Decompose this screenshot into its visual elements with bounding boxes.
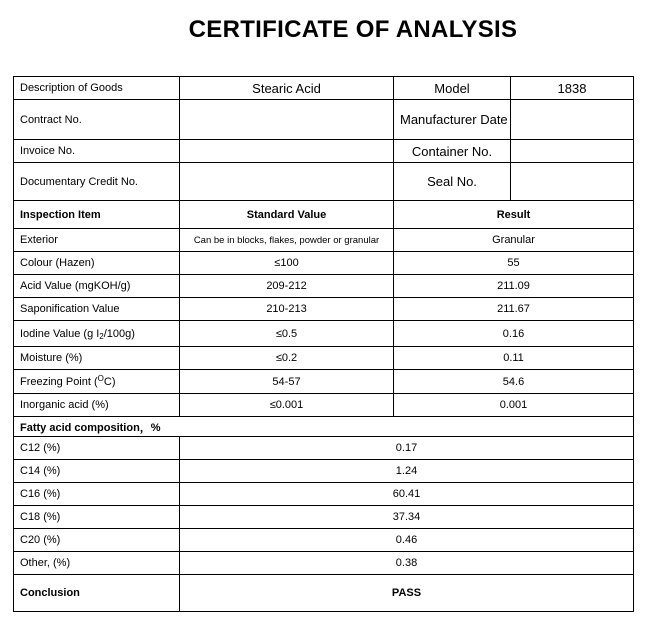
column-header-row <box>14 201 634 229</box>
document-title: CERTIFICATE OF ANALYSIS <box>188 16 518 43</box>
fatty-acid-name: Other, (%) <box>14 552 180 575</box>
contract-value <box>180 100 394 140</box>
model-value: 1838 <box>511 77 634 100</box>
credit-label: Documentary Credit No. <box>14 163 180 201</box>
fatty-acid-value: 0.46 <box>180 529 634 552</box>
item-standard: ≤0.2 <box>180 347 394 370</box>
item-name-text: Iodine Value (g I <box>20 327 100 340</box>
item-name-subscript: 2 <box>99 331 104 341</box>
item-result: Granular <box>394 229 634 252</box>
description-label: Description of Goods <box>14 77 180 100</box>
conclusion-label: Conclusion <box>14 575 180 612</box>
conclusion-row <box>14 575 634 612</box>
invoice-value <box>180 140 394 163</box>
item-result: 0.16 <box>394 321 634 347</box>
fatty-acid-value: 0.17 <box>180 437 634 460</box>
fatty-acid-row <box>14 552 634 575</box>
seal-label: Seal No. <box>394 163 511 201</box>
item-row-iodine <box>14 321 634 347</box>
item-standard: 209-212 <box>180 275 394 298</box>
column-header-standard: Standard Value <box>180 201 394 229</box>
conclusion-value: PASS <box>180 575 634 612</box>
item-row-acid-value <box>14 275 634 298</box>
item-row-freezing-point <box>14 370 634 394</box>
fatty-acid-name: C20 (%) <box>14 529 180 552</box>
item-result: 0.001 <box>394 394 634 417</box>
invoice-label: Invoice No. <box>14 140 180 163</box>
item-result: 55 <box>394 252 634 275</box>
item-standard: Can be in blocks, flakes, powder or granular <box>180 229 394 252</box>
fatty-acid-label: Fatty acid composition，% <box>14 417 634 437</box>
fatty-acid-row <box>14 506 634 529</box>
container-value <box>511 140 634 163</box>
analysis-table <box>13 76 634 612</box>
fatty-acid-header-row <box>14 417 634 437</box>
item-row-saponification <box>14 298 634 321</box>
item-name-superscript: O <box>97 373 104 383</box>
item-row-inorganic-acid <box>14 394 634 417</box>
fatty-acid-value: 60.41 <box>180 483 634 506</box>
fatty-acid-row <box>14 529 634 552</box>
item-name: Saponification Value <box>14 298 180 321</box>
fatty-acid-value: 1.24 <box>180 460 634 483</box>
fatty-acid-row <box>14 483 634 506</box>
item-standard: ≤0.5 <box>180 321 394 347</box>
fatty-acid-row <box>14 437 634 460</box>
item-name: Moisture (%) <box>14 347 180 370</box>
description-row <box>14 77 634 100</box>
item-result: 0.11 <box>394 347 634 370</box>
fatty-acid-value: 37.34 <box>180 506 634 529</box>
item-standard: ≤100 <box>180 252 394 275</box>
item-standard: 54-57 <box>180 370 394 394</box>
item-result: 54.6 <box>394 370 634 394</box>
container-label: Container No. <box>394 140 511 163</box>
fatty-acid-name: C12 (%) <box>14 437 180 460</box>
item-name-text-end: C) <box>103 375 116 388</box>
model-label: Model <box>394 77 511 100</box>
item-result: 211.09 <box>394 275 634 298</box>
fatty-acid-name: C14 (%) <box>14 460 180 483</box>
item-row-exterior <box>14 229 634 252</box>
contract-label: Contract No. <box>14 100 180 140</box>
item-name: Colour (Hazen) <box>14 252 180 275</box>
credit-row <box>14 163 634 201</box>
fatty-acid-row <box>14 460 634 483</box>
fatty-acid-value: 0.38 <box>180 552 634 575</box>
item-name-text-end: /100g) <box>103 327 135 340</box>
item-row-colour <box>14 252 634 275</box>
item-row-moisture <box>14 347 634 370</box>
item-name-text: Freezing Point ( <box>20 375 98 388</box>
invoice-row <box>14 140 634 163</box>
item-name: Inorganic acid (%) <box>14 394 180 417</box>
item-standard: 210-213 <box>180 298 394 321</box>
seal-value <box>511 163 634 201</box>
contract-row <box>14 100 634 140</box>
column-header-item: Inspection Item <box>14 201 180 229</box>
item-name <box>14 370 180 394</box>
manufacturer-date-label: Manufacturer Date <box>394 100 511 140</box>
credit-value <box>180 163 394 201</box>
item-result: 211.67 <box>394 298 634 321</box>
fatty-acid-name: C16 (%) <box>14 483 180 506</box>
fatty-acid-name: C18 (%) <box>14 506 180 529</box>
column-header-result: Result <box>394 201 634 229</box>
item-name: Acid Value (mgKOH/g) <box>14 275 180 298</box>
description-value: Stearic Acid <box>180 77 394 100</box>
item-name: Exterior <box>14 229 180 252</box>
item-name <box>14 321 180 347</box>
manufacturer-date-value <box>511 100 634 140</box>
item-standard: ≤0.001 <box>180 394 394 417</box>
